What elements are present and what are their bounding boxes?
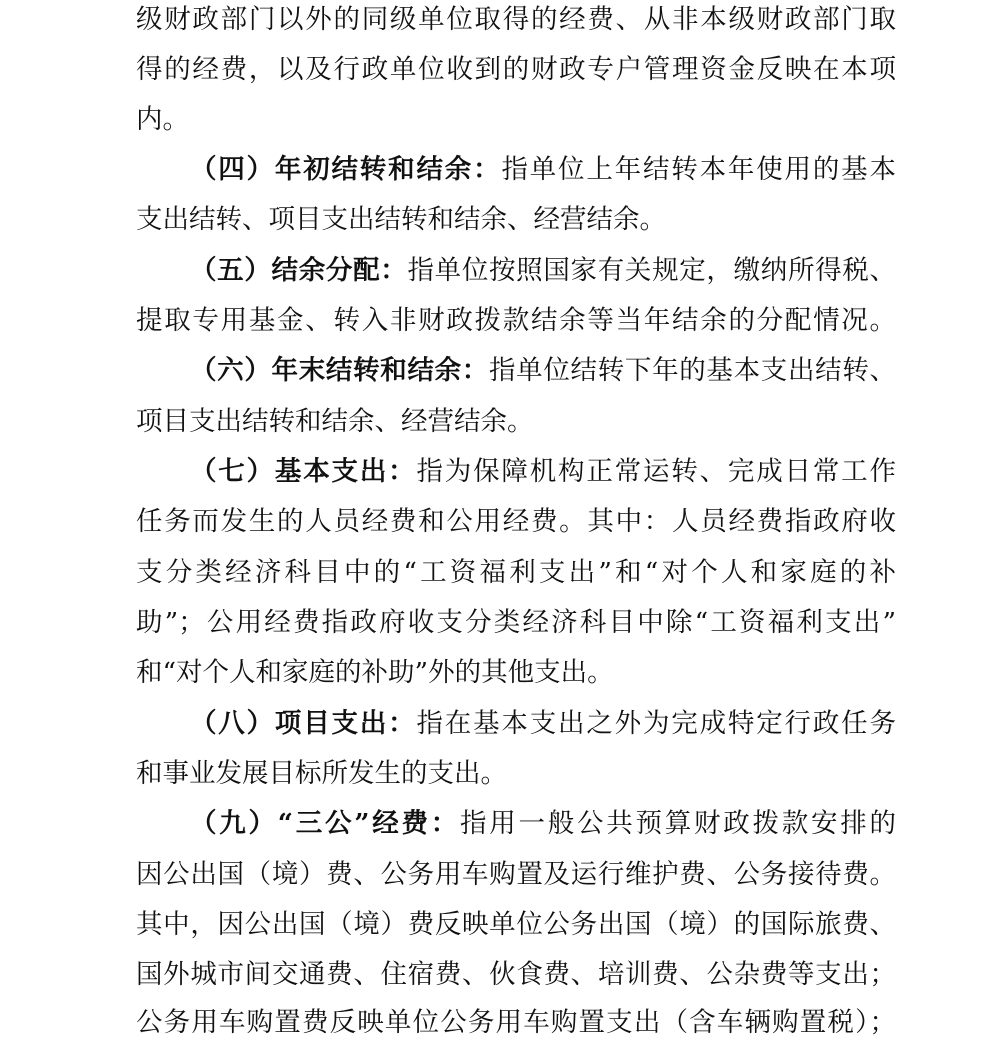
section-heading-line: （八）项目支出：指在基本支出之外为完成特定行政任务 [190,708,896,739]
text-line: 助”；公用经费指政府收支分类经济科目中除“工资福利支出” [136,607,896,638]
section-title: （四）年初结转和结余： [190,154,502,185]
section-title: （七）基本支出： [190,456,417,487]
section-heading-line: （六）年末结转和结余：指单位结转下年的基本支出结转、 [190,355,897,386]
text-line: 内。 [136,104,189,135]
section-heading-line: （七）基本支出：指为保障机构正常运转、完成日常工作 [190,456,896,487]
text-line: 级财政部门以外的同级单位取得的经费、从非本级财政部门取 [136,4,896,35]
text-line: 和“对个人和家庭的补助”外的其他支出。 [136,657,614,688]
text-line: 国外城市间交通费、住宿费、伙食费、培训费、公杂费等支出； [136,959,896,990]
section-title: （六）年末结转和结余： [190,355,489,386]
section-title: （九）“三公”经费： [190,808,460,839]
section-title: （八）项目支出： [190,708,417,739]
text-line: 和事业发展目标所发生的支出。 [136,758,507,789]
text-line: 得的经费，以及行政单位收到的财政专户管理资金反映在本项 [136,54,896,85]
section-heading-line: （四）年初结转和结余：指单位上年结转本年使用的基本 [190,154,896,185]
text-line: 因公出国（境）费、公务用车购置及运行维护费、公务接待费。 [136,859,896,890]
section-heading-line: （九）“三公”经费：指用一般公共预算财政拨款安排的 [190,808,896,839]
text-line: 支分类经济科目中的“工资福利支出”和“对个人和家庭的补 [136,557,896,588]
text-line: 提取专用基金、转入非财政拨款结余等当年结余的分配情况。 [136,305,896,336]
section-heading-line: （五）结余分配：指单位按照国家有关规定，缴纳所得税、 [190,255,897,286]
text-line: 公务用车购置费反映单位公务用车购置支出（含车辆购置税）； [136,1007,896,1038]
text-line: 支出结转、项目支出结转和结余、经营结余。 [136,204,666,235]
section-title: （五）结余分配： [190,255,408,286]
text-line: 项目支出结转和结余、经营结余。 [136,406,534,437]
text-line: 任务而发生的人员经费和公用经费。其中：人员经费指政府收 [136,506,896,537]
text-line: 其中，因公出国（境）费反映单位公务出国（境）的国际旅费、 [136,909,896,940]
